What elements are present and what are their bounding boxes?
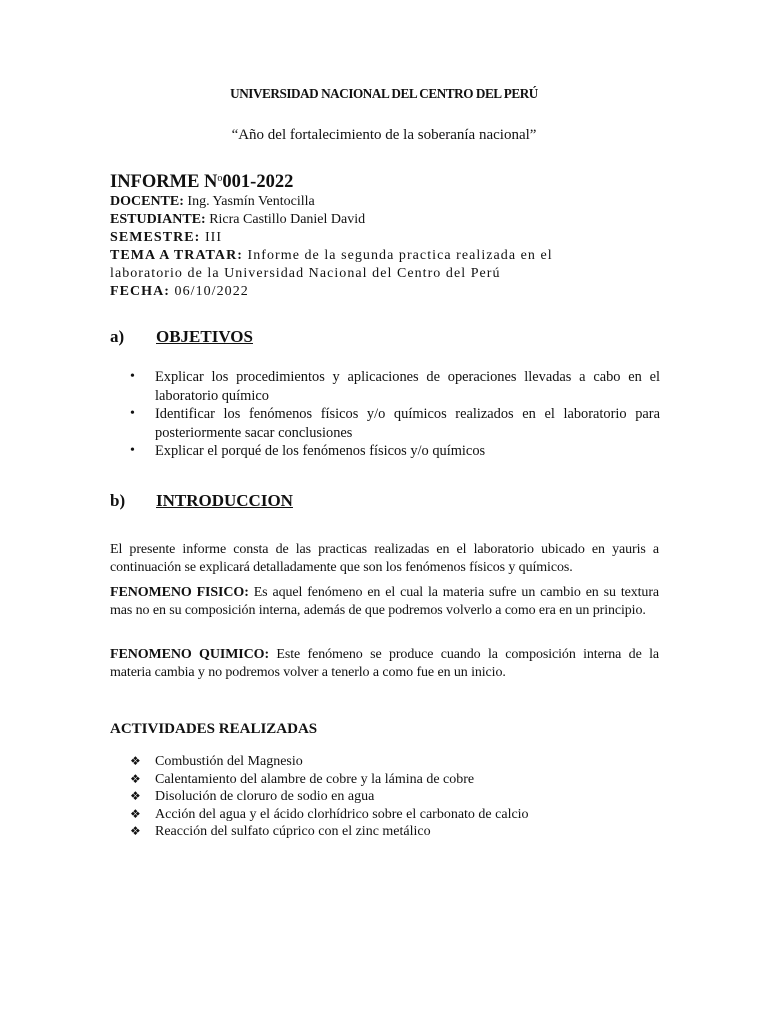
objetivos-list	[110, 368, 660, 461]
list-item: ❖ Disolución de cloruro de sodio en agua	[130, 789, 375, 804]
intro-paragraph: El presente informe consta de las practicas realizadas en el laboratorio ubicado en yauris a continuación se explicará detalladamente que son los fenómenos físicos y químicos.	[110, 542, 659, 575]
bullet-icon: •	[130, 406, 135, 421]
semestre-row: SEMESTRE: III	[110, 230, 223, 245]
list-item: ❖ Combustión del Magnesio	[130, 754, 303, 769]
year-motto: “Año del fortalecimiento de la soberanía nacional”	[231, 127, 537, 143]
list-item: • Explicar el porqué de los fenómenos físicos y/o químicos	[130, 443, 486, 459]
fecha-row: FECHA: 06/10/2022	[110, 284, 249, 299]
diamond-bullet-icon: ❖	[130, 824, 141, 838]
university-name: UNIVERSIDAD NACIONAL DEL CENTRO DEL PERÚ	[230, 86, 538, 101]
diamond-bullet-icon: ❖	[130, 754, 141, 768]
section-introduccion-heading: b) INTRODUCCION	[110, 491, 293, 510]
list-item: • Identificar los fenómenos físicos y/o químicos realizados en el laboratorio para posteriormente sacar conclusiones	[130, 406, 660, 441]
fenomeno-fisico-paragraph: FENOMENO FISICO: Es aquel fenómeno en el cual la materia sufre un cambio en su textura mas no en su composición interna, además de que podremos volverlo a como era en un principio.	[110, 585, 659, 618]
list-item: ❖ Calentamiento del alambre de cobre y la lámina de cobre	[130, 771, 475, 787]
section-objetivos-heading: a) OBJETIVOS	[110, 327, 253, 346]
tema-row-continued: laboratorio de la Universidad Nacional del Centro del Perú	[110, 266, 501, 281]
actividades-heading: ACTIVIDADES REALIZADAS	[110, 721, 318, 737]
tema-row: TEMA A TRATAR: Informe de la segunda practica realizada en el	[110, 248, 553, 263]
title-superscript: o	[217, 173, 223, 184]
docente-row: DOCENTE: Ing. Yasmín Ventocilla	[110, 194, 315, 209]
diamond-bullet-icon: ❖	[130, 771, 141, 786]
bullet-icon: •	[130, 443, 135, 458]
estudiante-row: ESTUDIANTE: Ricra Castillo Daniel David	[110, 212, 366, 227]
list-item: • Explicar los procedimientos y aplicaciones de operaciones llevadas a cabo en el laboratorio químico	[130, 369, 660, 404]
diamond-bullet-icon: ❖	[130, 789, 141, 803]
diamond-bullet-icon: ❖	[130, 806, 141, 821]
actividades-list	[110, 753, 660, 841]
bullet-icon: •	[130, 369, 135, 384]
list-item: ❖ Acción del agua y el ácido clorhídrico sobre el carbonato de calcio	[130, 806, 529, 822]
list-item: ❖ Reacción del sulfato cúprico con el zinc metálico	[130, 824, 431, 839]
report-info	[110, 168, 670, 301]
fenomeno-quimico-paragraph: FENOMENO QUIMICO: Este fenómeno se produce cuando la composición interna de la materia cambia y no podremos volver a tenerlo a como fue en un inicio.	[110, 647, 659, 680]
report-title: INFORME $N^o001-2022$	[110, 172, 294, 192]
